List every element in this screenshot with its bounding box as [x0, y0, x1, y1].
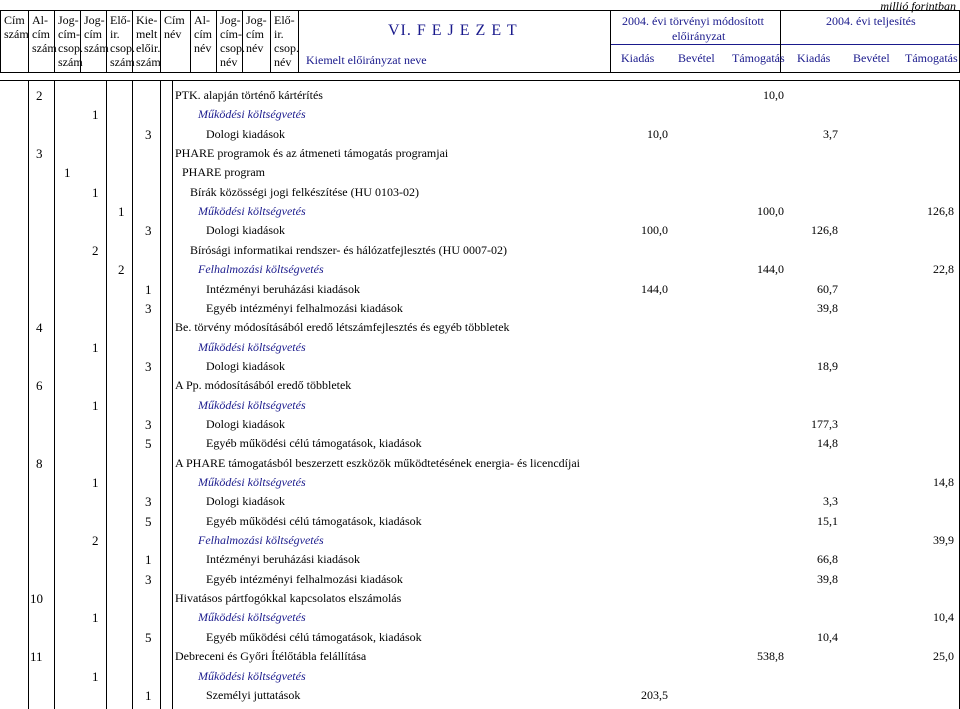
header-code-col-6: név	[164, 27, 182, 41]
table-row	[0, 552, 960, 571]
group1-line2: előirányzat	[672, 29, 726, 43]
header-code-col-10: ir.	[274, 27, 284, 41]
value-col-3: 18,9	[817, 358, 838, 373]
header-code-col-2: csop.	[58, 41, 83, 55]
code-ecs: 3	[145, 126, 152, 142]
header-code-col-0: szám	[4, 27, 29, 41]
code-ecs: 1	[145, 687, 152, 703]
value-col-2: 144,0	[757, 262, 784, 277]
subcol-head-4: Bevétel	[853, 51, 890, 65]
header-code-col-10: Elő-	[274, 13, 295, 27]
header-code-col-5: előir.	[136, 41, 161, 55]
value-col-5: 22,8	[933, 262, 954, 277]
code-jcs: 1	[92, 397, 99, 413]
row-label: Személyi juttatások	[206, 687, 301, 702]
row-label: Felhalmozási költségvetés	[198, 533, 324, 548]
header-code-col-9: Jog-	[246, 13, 267, 27]
header-col-rule	[216, 10, 217, 72]
table-row	[0, 127, 960, 146]
table-row	[0, 146, 960, 165]
header-code-col-8: csop.	[220, 41, 245, 55]
code-ecs: 5	[145, 513, 152, 529]
header-code-col-2: cím-	[58, 27, 80, 41]
header-code-col-4: ir.	[110, 27, 120, 41]
value-col-3: 15,1	[817, 513, 838, 528]
row-label: Egyéb működési célú támogatások, kiadások	[206, 629, 422, 644]
row-label: A PHARE támogatásból beszerzett eszközök működtetésének energia- és licencdíjai	[175, 455, 580, 470]
code-ecs: 3	[145, 416, 152, 432]
row-label: Működési költségvetés	[198, 339, 306, 354]
group1-line1: 2004. évi törvényi módosított	[622, 14, 764, 28]
table-row	[0, 533, 960, 552]
header-code-col-8: név	[220, 55, 238, 69]
header-code-col-4: csop.	[110, 41, 135, 55]
code-ecs: 1	[145, 281, 152, 297]
header-code-col-0: Cím	[4, 13, 25, 27]
header-col-rule	[190, 10, 191, 72]
table-row	[0, 243, 960, 262]
table-row	[0, 494, 960, 513]
row-label: PHARE programok és az átmeneti támogatás programjai	[175, 146, 449, 161]
header-code-col-7: cím	[194, 27, 212, 41]
chapter-title: VI. F E J E Z E T	[388, 22, 518, 39]
value-col-0: 10,0	[647, 126, 668, 141]
table-row	[0, 262, 960, 281]
value-col-3: 3,3	[823, 494, 838, 509]
value-col-0: 203,5	[641, 687, 668, 702]
row-label: Egyéb működési célú támogatások, kiadások	[206, 513, 422, 528]
kiemelt-label: Kiemelt előirányzat neve	[306, 53, 427, 67]
row-label: Dologi kiadások	[206, 126, 285, 141]
header-col-rule	[270, 10, 271, 72]
table-row	[0, 688, 960, 707]
code-cim: 10	[30, 591, 43, 607]
code-cim: 8	[36, 455, 43, 471]
row-label: Egyéb intézményi felhalmozási kiadások	[206, 571, 403, 586]
row-label: Működési költségvetés	[198, 397, 306, 412]
value-col-2: 100,0	[757, 204, 784, 219]
value-col-5: 25,0	[933, 649, 954, 664]
code-ecs: 1	[145, 552, 152, 568]
code-ecs: 3	[145, 223, 152, 239]
header-code-col-2: szám	[58, 55, 83, 69]
header-code-col-9: cím	[246, 27, 264, 41]
table-row	[0, 88, 960, 107]
code-jcs: 1	[92, 184, 99, 200]
value-col-3: 66,8	[817, 552, 838, 567]
code-ecs: 3	[145, 300, 152, 316]
table-row	[0, 514, 960, 533]
table-row	[0, 610, 960, 629]
value-col-2: 10,0	[763, 88, 784, 102]
value-col-3: 39,8	[817, 300, 838, 315]
code-ecs: 3	[145, 494, 152, 510]
code-cim: 6	[36, 378, 43, 394]
code-cim: 2	[36, 88, 43, 103]
value-col-3: 177,3	[811, 416, 838, 431]
row-label: PHARE program	[182, 165, 265, 180]
table-row	[0, 669, 960, 688]
header-col-rule	[0, 10, 1, 72]
code-jcs: 1	[92, 668, 99, 684]
group2-title: 2004. évi teljesítés	[826, 14, 916, 28]
table-row	[0, 204, 960, 223]
code-cim: 4	[36, 320, 43, 336]
header-code-col-8: cím-	[220, 27, 242, 41]
header-code-col-6: Cím	[164, 13, 185, 27]
header-code-col-3: szám	[84, 41, 109, 55]
code-cim: 11	[30, 649, 43, 665]
row-label: Be. törvény módosításából eredő létszámfejlesztés és egyéb többletek	[175, 320, 510, 335]
header-top-rule	[0, 10, 960, 11]
code-jcs: 2	[92, 533, 99, 549]
header-code-col-1: cím	[32, 27, 50, 41]
code-ecs: 5	[145, 436, 152, 452]
header-code-col-5: szám	[136, 55, 161, 69]
header-code-col-9: név	[246, 41, 264, 55]
code-jcs: 1	[92, 107, 99, 123]
code-ecs: 3	[145, 571, 152, 587]
table-row	[0, 340, 960, 359]
code-cim: 3	[36, 146, 43, 162]
value-col-0: 100,0	[641, 223, 668, 238]
table-row	[0, 456, 960, 475]
header-code-col-2: Jog-	[58, 13, 79, 27]
table-row	[0, 301, 960, 320]
table-row	[0, 630, 960, 649]
table-row	[0, 185, 960, 204]
table-row	[0, 107, 960, 126]
subcol-head-0: Kiadás	[621, 51, 655, 65]
row-label: Intézményi beruházási kiadások	[206, 552, 360, 567]
subcol-head-1: Bevétel	[678, 51, 715, 65]
header-code-col-7: név	[194, 41, 212, 55]
value-col-3: 126,8	[811, 223, 838, 238]
value-col-3: 3,7	[823, 126, 838, 141]
row-label: Felhalmozási költségvetés	[198, 262, 324, 277]
row-label: Hivatásos pártfogókkal kapcsolatos elszámolás	[175, 591, 402, 606]
code-jcs: 1	[92, 339, 99, 355]
row-label: Dologi kiadások	[206, 358, 285, 373]
table-row	[0, 436, 960, 455]
body-top-rule	[0, 80, 960, 81]
table-row	[0, 475, 960, 494]
header-code-col-8: Jog-	[220, 13, 241, 27]
value-col-0: 144,0	[641, 281, 668, 296]
table-row	[0, 398, 960, 417]
row-label: Működési költségvetés	[198, 668, 306, 683]
table-row	[0, 223, 960, 242]
value-col-3: 60,7	[817, 281, 838, 296]
table-row	[0, 359, 960, 378]
code-alcim: 1	[64, 165, 71, 181]
row-label: Egyéb intézményi felhalmozási kiadások	[206, 300, 403, 315]
header-code-col-3: Jog-	[84, 13, 105, 27]
table-row	[0, 591, 960, 610]
header-col-rule	[28, 10, 29, 72]
code-jcs: 1	[92, 610, 99, 626]
row-label: Működési költségvetés	[198, 610, 306, 625]
row-label: A Pp. módosításából eredő többletek	[175, 378, 352, 393]
table-row	[0, 572, 960, 591]
row-label: Működési költségvetés	[198, 204, 306, 219]
row-label: Dologi kiadások	[206, 223, 285, 238]
header-code-col-1: Al-	[32, 13, 48, 27]
header-code-col-5: melt	[136, 27, 158, 41]
header-bottom-rule	[0, 72, 960, 73]
value-col-2: 538,8	[757, 649, 784, 664]
subcol-head-5: Támogatás	[905, 51, 958, 65]
value-col-5: 14,8	[933, 475, 954, 489]
table-row	[0, 378, 960, 397]
code-ecs: 3	[145, 358, 152, 374]
header-code-col-5: Kie-	[136, 13, 158, 27]
value-col-3: 39,8	[817, 571, 838, 586]
header-code-col-4: Elő-	[110, 13, 131, 27]
code-ecs: 5	[145, 629, 152, 645]
value-col-5: 39,9	[933, 533, 954, 548]
header-code-col-3: cím	[84, 27, 102, 41]
row-label: Működési költségvetés	[198, 475, 306, 489]
table-row	[0, 649, 960, 668]
header-col-rule	[610, 10, 611, 72]
row-label: Debreceni és Győri Ítélőtábla felállítása	[175, 649, 367, 664]
code-jog: 2	[118, 262, 125, 278]
code-jcs: 1	[92, 475, 99, 490]
header-code-col-4: szám	[110, 55, 135, 69]
subcol-head-2: Támogatás	[732, 51, 785, 65]
row-label: Egyéb működési célú támogatások, kiadások	[206, 436, 422, 451]
row-label: Működési költségvetés	[198, 107, 306, 122]
row-label: Dologi kiadások	[206, 494, 285, 509]
row-label: PTK. alapján történő kártérítés	[175, 88, 323, 102]
code-jog: 1	[118, 204, 125, 220]
value-col-3: 14,8	[817, 436, 838, 451]
table-row	[0, 165, 960, 184]
header-code-col-1: szám	[32, 41, 57, 55]
value-col-3: 10,4	[817, 629, 838, 644]
row-label: Dologi kiadások	[206, 416, 285, 431]
header-code-col-7: Al-	[194, 13, 210, 27]
value-col-5: 126,8	[927, 204, 954, 219]
row-label: Bírák közösségi jogi felkészítése (HU 0103-02)	[190, 184, 419, 199]
row-label: Bírósági informatikai rendszer- és hálózatfejlesztés (HU 0007-02)	[190, 242, 507, 257]
table-row	[0, 417, 960, 436]
header-code-col-10: név	[274, 55, 292, 69]
subcol-head-3: Kiadás	[797, 51, 831, 65]
row-label: Intézményi beruházási kiadások	[206, 281, 360, 296]
header-group-rule	[610, 44, 960, 45]
unit-note: millió forintban	[880, 0, 956, 13]
table-row	[0, 320, 960, 339]
table-row	[0, 282, 960, 301]
value-col-5: 10,4	[933, 610, 954, 625]
header-code-col-10: csop.	[274, 41, 299, 55]
code-jcs: 2	[92, 242, 99, 258]
